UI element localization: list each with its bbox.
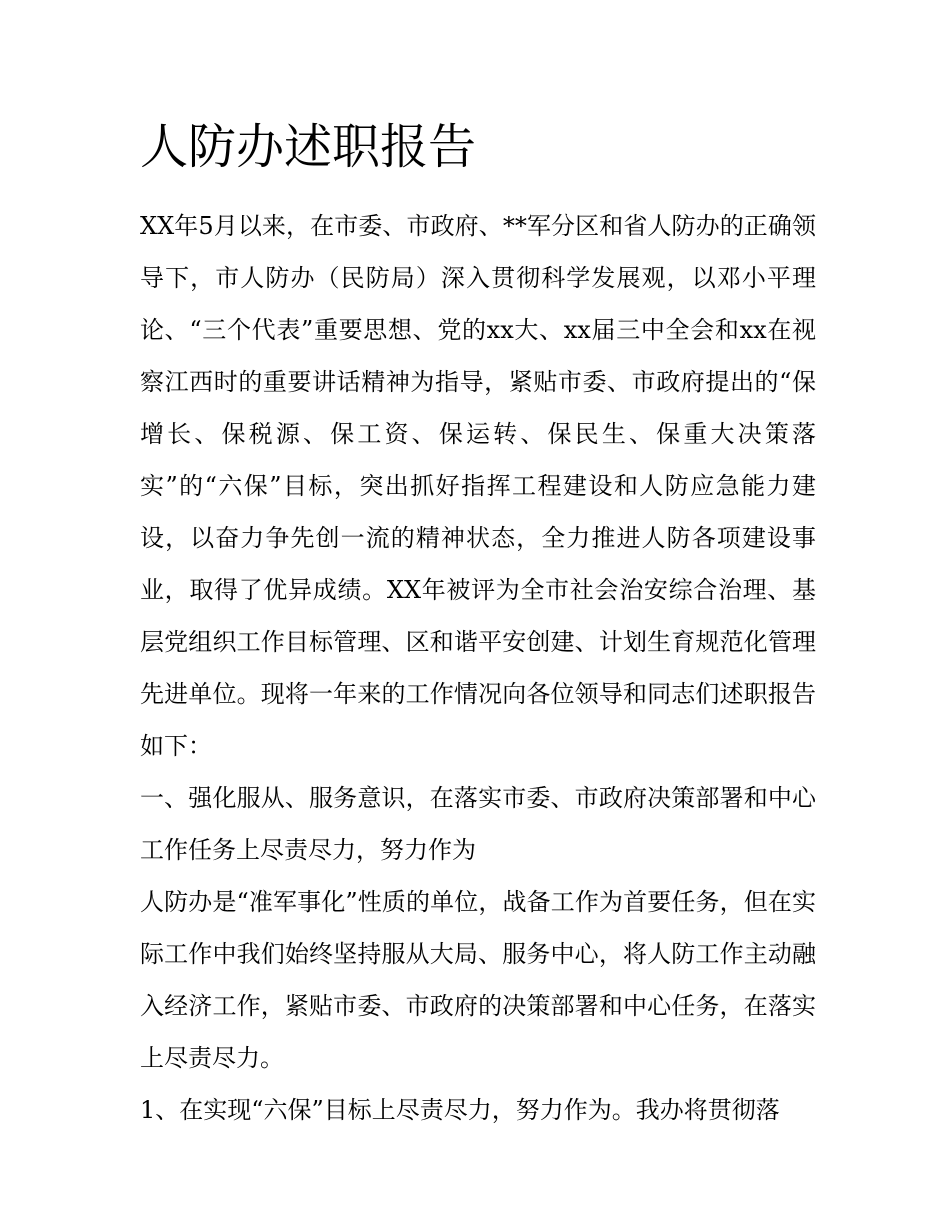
- document-body: [140, 200, 816, 1136]
- section-heading-one: 一、强化服从、服务意识，在落实市委、市政府决策部署和中心工作任务上尽责尽力，努力作为: [140, 784, 816, 864]
- document-title: 人防办述职报告: [140, 119, 477, 175]
- item-one-paragraph: 1、在实现“六保”目标上尽责尽力，努力作为。我办将贯彻落: [140, 1096, 780, 1124]
- intro-paragraph: XX年5月以来，在市委、市政府、**军分区和省人防办的正确领导下，市人防办（民防局）深入贯彻科学发展观，以邓小平理论、“三个代表”重要思想、党的xx大、xx届三中全会和xx在视察江西时的重要讲话精神为指导，紧贴市委、市政府提出的“保增长、保税源、保工资、保运转、保民生、保重大决策落实”的“六保”目标，突出抓好指挥工程建设和人防应急能力建设，以奋力争先创一流的精神状态，全力推进人防各项建设事业，取得了优异成绩。XX年被评为全市社会治安综合治理、基层党组织工作目标管理、区和谐平安创建、计划生育规范化管理先进单位。现将一年来的工作情况向各位领导和同志们述职报告如下：: [140, 212, 816, 760]
- section-one-paragraph: 人防办是“准军事化”性质的单位，战备工作为首要任务，但在实际工作中我们始终坚持服从大局、服务中心，将人防工作主动融入经济工作，紧贴市委、市政府的决策部署和中心任务，在落实上尽责尽力。: [140, 888, 816, 1072]
